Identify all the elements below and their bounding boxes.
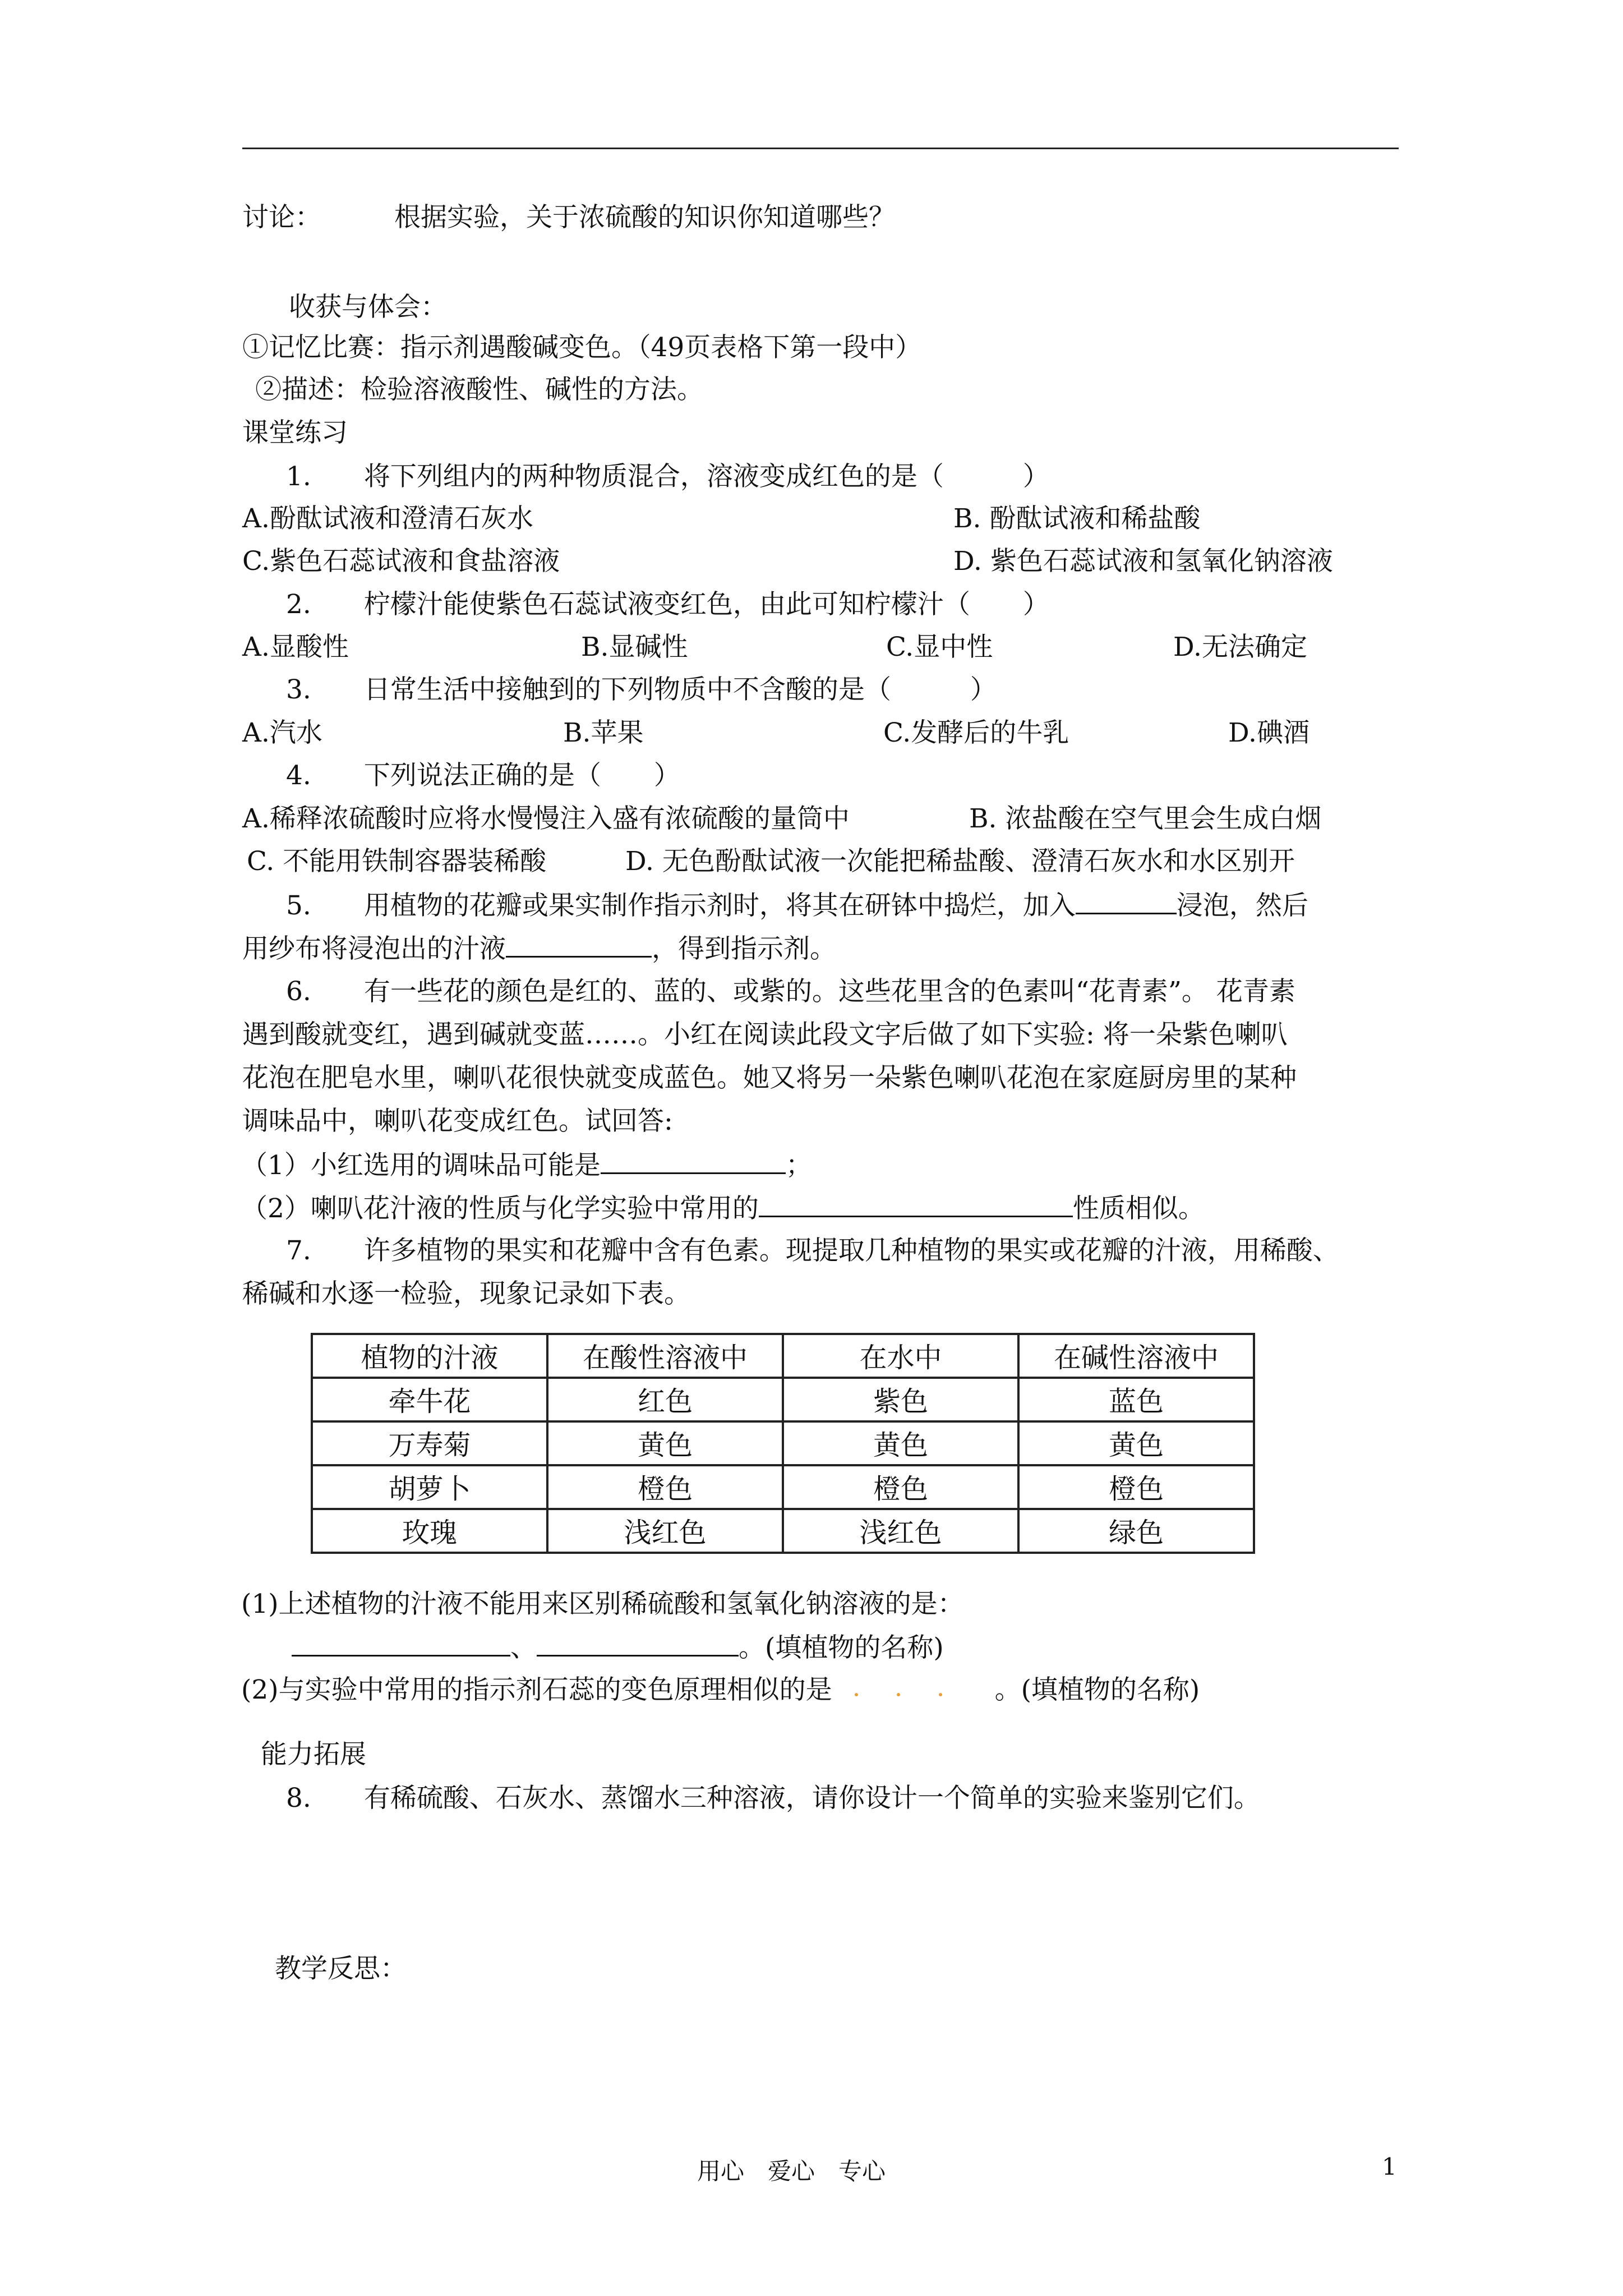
table-cell: 黄色 xyxy=(783,1421,1018,1465)
q2-stem: 2. 柠檬汁能使紫色石蕊试液变红色，由此可知柠檬汁（ ） xyxy=(286,589,1049,620)
q5-text-4: ，得到指示剂。 xyxy=(652,933,836,964)
extension-title: 能力拓展 xyxy=(261,1739,366,1770)
q3-option-b: B.苹果 xyxy=(563,717,644,748)
q7-sub-1-blanks xyxy=(292,1630,944,1665)
table-cell: 胡萝卜 xyxy=(312,1465,547,1509)
q7-sub-2-end: 。(填植物的名称) xyxy=(994,1674,1200,1705)
q6-line-4: 调味品中，喇叭花变成红色。试回答: xyxy=(242,1106,673,1137)
q8-line: 8. 有稀硫酸、石灰水、蒸馏水三种溶液，请你设计一个简单的实验来鉴别它们。 xyxy=(286,1783,1260,1814)
q6-sub-1-text: （1）小红选用的调味品可能是 xyxy=(241,1150,601,1181)
q6-sub-2-end: 性质相似。 xyxy=(1072,1193,1205,1224)
q1-option-b: B. 酚酞试液和稀盐酸 xyxy=(953,503,1201,534)
q7-sub-2-text: (2)与实验中常用的指示剂石蕊的变色原理相似的是 xyxy=(241,1674,832,1705)
table-cell: 绿色 xyxy=(1018,1509,1254,1553)
table-row xyxy=(312,1378,1254,1421)
table-cell: 牵牛花 xyxy=(312,1378,547,1421)
q3-stem: 3. 日常生活中接触到的下列物质中不含酸的是（ ） xyxy=(286,674,997,705)
table-cell: 黄色 xyxy=(547,1421,783,1465)
q5-line-2 xyxy=(242,931,836,966)
q6-sub-1 xyxy=(241,1148,812,1182)
table-cell: 浅红色 xyxy=(547,1509,783,1553)
q7-blank-1[interactable] xyxy=(292,1630,510,1657)
q4-stem: 4. 下列说法正确的是（ ） xyxy=(286,760,680,791)
page-number: 1 xyxy=(1382,2153,1397,2180)
q7-blank-2[interactable] xyxy=(537,1630,739,1657)
table-cell: 紫色 xyxy=(783,1378,1018,1421)
indicator-table xyxy=(311,1333,1255,1554)
q6-sub-2 xyxy=(241,1191,1205,1226)
q4-option-a: A.稀释浓硫酸时应将水慢慢注入盛有浓硫酸的量筒中 xyxy=(242,803,850,834)
q2-option-b: B.显碱性 xyxy=(581,632,688,662)
q6-blank-1[interactable] xyxy=(601,1148,786,1174)
harvest-title: 收获与体会： xyxy=(289,292,447,323)
harvest-item-1: ①记忆比赛：指示剂遇酸碱变色。（49页表格下第一段中） xyxy=(242,332,922,363)
table-header-cell: 在水中 xyxy=(783,1334,1018,1378)
table-row xyxy=(312,1465,1254,1509)
q5-blank-1[interactable] xyxy=(1076,888,1177,914)
q1-option-c: C.紫色石蕊试液和食盐溶液 xyxy=(242,546,560,577)
q1-option-d: D. 紫色石蕊试液和氢氧化钠溶液 xyxy=(953,546,1333,577)
q5-line-1 xyxy=(286,888,1308,923)
table-cell: 玫瑰 xyxy=(312,1509,547,1553)
table-cell: 橙色 xyxy=(547,1465,783,1509)
table-header-cell: 植物的汁液 xyxy=(312,1334,547,1378)
q4-option-b: B. 浓盐酸在空气里会生成白烟 xyxy=(969,803,1322,834)
q2-option-c: C.显中性 xyxy=(886,632,993,662)
q6-line-2: 遇到酸就变红，遇到碱就变蓝……。小红在阅读此段文字后做了如下实验: 将一朵紫色喇叭 xyxy=(242,1019,1288,1050)
table-row xyxy=(312,1509,1254,1553)
table-cell: 蓝色 xyxy=(1018,1378,1254,1421)
q3-option-d: D.碘酒 xyxy=(1228,717,1310,748)
q5-text-1: 5. 用植物的花瓣或果实制作指示剂时，将其在研钵中捣烂，加入 xyxy=(286,890,1076,921)
q2-option-a: A.显酸性 xyxy=(242,632,349,662)
q7-sub-1: (1)上述植物的汁液不能用来区别稀硫酸和氢氧化钠溶液的是： xyxy=(241,1589,964,1619)
q7-line-2: 稀碱和水逐一检验，现象记录如下表。 xyxy=(242,1278,690,1309)
q7-fill-note: 。(填植物的名称) xyxy=(739,1632,944,1663)
table-header-cell: 在酸性溶液中 xyxy=(547,1334,783,1378)
discussion-question: 根据实验，关于浓硫酸的知识你知道哪些？ xyxy=(394,202,895,233)
q3-option-c: C.发酵后的牛乳 xyxy=(883,717,1069,748)
table-cell: 橙色 xyxy=(1018,1465,1254,1509)
q1-stem: 1. 将下列组内的两种物质混合，溶液变成红色的是（ ） xyxy=(286,461,1049,492)
q6-blank-2[interactable] xyxy=(759,1191,1073,1217)
q5-text-2: 浸泡，然后 xyxy=(1176,890,1308,921)
table-cell: 万寿菊 xyxy=(312,1421,547,1465)
table-cell: 橙色 xyxy=(783,1465,1018,1509)
q7-sub-2 xyxy=(241,1673,1200,1707)
q1-option-a: A.酚酞试液和澄清石灰水 xyxy=(242,503,533,534)
table-cell: 黄色 xyxy=(1018,1421,1254,1465)
q4-option-c: C. 不能用铁制容器装稀酸 xyxy=(247,846,547,877)
q7-separator: 、 xyxy=(510,1632,537,1663)
q6-sub-2-text: （2）喇叭花汁液的性质与化学实验中常用的 xyxy=(241,1193,759,1224)
q7-line-1: 7. 许多植物的果实和花瓣中含有色素。现提取几种植物的果实或花瓣的汁液，用稀酸、 xyxy=(286,1235,1339,1266)
table-cell: 浅红色 xyxy=(783,1509,1018,1553)
q3-option-a: A.汽水 xyxy=(242,717,322,748)
q6-line-1: 6. 有一些花的颜色是红的、蓝的、或紫的。这些花里含的色素叫“花青素”。 花青素 xyxy=(286,976,1295,1007)
q4-option-d: D. 无色酚酞试液一次能把稀盐酸、澄清石灰水和水区别开 xyxy=(625,846,1295,877)
header-rule xyxy=(242,148,1399,149)
table-header-row xyxy=(312,1334,1254,1378)
q2-option-d: D.无法确定 xyxy=(1173,632,1307,662)
discussion-label: 讨论： xyxy=(242,202,321,233)
reflection-title: 教学反思： xyxy=(275,1953,407,1984)
table-header-cell: 在碱性溶液中 xyxy=(1018,1334,1254,1378)
table-cell: 红色 xyxy=(547,1378,783,1421)
harvest-item-2: ②描述：检验溶液酸性、碱性的方法。 xyxy=(255,374,703,405)
table-row xyxy=(312,1421,1254,1465)
footer-motto: 用心 爱心 专心 xyxy=(697,2157,886,2185)
q5-blank-2[interactable] xyxy=(506,931,652,958)
discussion-line xyxy=(242,201,895,234)
q5-text-3: 用纱布将浸泡出的汁液 xyxy=(242,933,506,964)
q6-sub-1-end: ； xyxy=(785,1150,812,1181)
q6-line-3: 花泡在肥皂水里，喇叭花很快就变成蓝色。她又将另一朵紫色喇叭花泡在家庭厨房里的某种 xyxy=(242,1062,1297,1093)
practice-title: 课堂练习 xyxy=(242,417,348,448)
